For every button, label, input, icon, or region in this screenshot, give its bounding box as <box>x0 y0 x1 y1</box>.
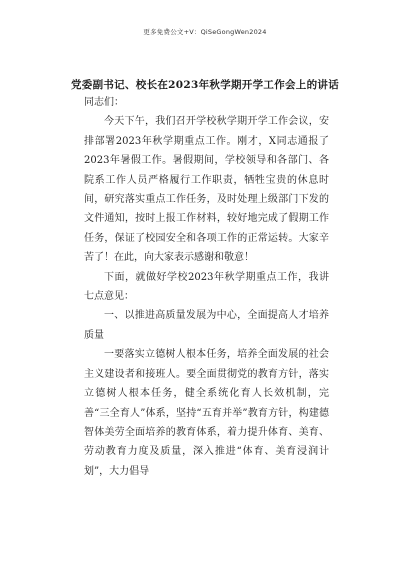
section-heading-1: 一、以推进高质量发展为中心，全面提高人才培养质量 <box>84 310 329 341</box>
paragraph-intro: 今天下午，我们召开学校秋学期开学工作会议，安排部署2023年秋学期重点工作。刚才，X同志通报了2023年暑假工作。暑假期间，学校领导和各部门、各院系工作人员严格履行工作职责，牺牲宝贵的休息时间，研究落实重点工作任务，及时处理上级部门下发的文件通知，按时上报工作材料，较好地完成了假期工作任务，保证了校园安全和各项工作的正常运转。大家辛苦了！在此，向大家表示感谢和敬意！ <box>84 116 329 264</box>
paragraph-section-1: 一要落实立德树人根本任务，培养全面发展的社会主义建设者和接班人。要全面贯彻党的教育方针，落实立德树人根本任务，健全系统化育人长效机制，完善“三全育人”体系，坚持“五育并举”教育方针，构建德智体美劳全面培养的教育体系，着力提升体育、美育、劳动教育力度及质量，深入推进“体育、美育浸润计划”，大力倡导 <box>84 349 329 477</box>
paragraph-transition: 下面，就做好学校2023年秋学期重点工作，我讲七点意见： <box>84 271 329 303</box>
document-body <box>84 93 329 481</box>
header-note: 更多免费公文+V：QiSeGongWen2024 <box>143 28 267 36</box>
document-title: 党委副书记、校长在2023年秋学期开学工作会上的讲话 <box>70 79 340 91</box>
salutation: 同志们： <box>84 97 124 108</box>
